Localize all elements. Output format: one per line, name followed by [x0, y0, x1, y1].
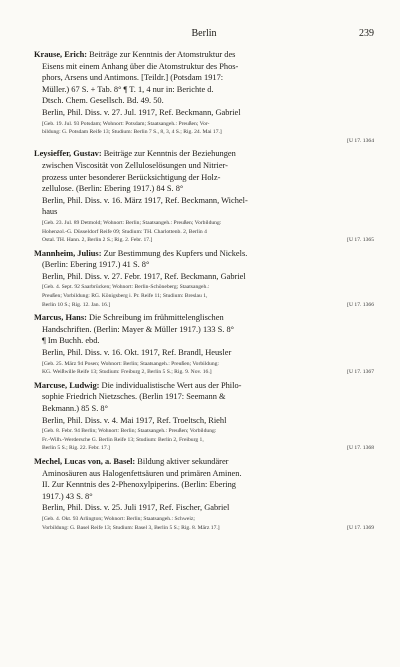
biographical-note: Berlin 10 S.; Rig. 12. Jan. 16.]: [42, 301, 111, 308]
biographical-note: [Geb. 4. Okt. 93 Arlington; Wohnort: Berlin; Staatsangeh.: Schweiz;: [42, 515, 195, 522]
entry-title-line: Dtsch. Chem. Gesellsch. Bd. 49. 50.: [42, 96, 164, 106]
dissertation-line: Berlin, Phil. Diss. v. 25. Juli 1917, Ref. Fischer, Gabriel: [42, 503, 230, 513]
catalog-number: [U 17. 1367: [347, 369, 374, 376]
catalog-number: [U 17. 1364: [347, 137, 374, 144]
biographical-note: Berlin 5 S.; Rig. 22. Febr. 17.]: [42, 445, 110, 452]
entry-author: Mechel, Lucas von, a. Basel:: [34, 456, 136, 466]
bibliography-entry: [34, 381, 374, 452]
entry-author: Marcus, Hans:: [34, 313, 87, 323]
entry-title-line: zwischen Viscosität von Zelluloselösungen und Nitrier-: [42, 160, 228, 170]
entry-title-line: Beiträge zur Kenntnis der Beziehungen: [103, 149, 236, 159]
biographical-note: [Geb. 25. März 94 Posen; Wohnort: Berlin; Staatsangeh.: Preußen; Vorbildung:: [42, 360, 219, 367]
bibliography-entry: [34, 313, 374, 376]
entry-title-line: Beiträge zur Kenntnis der Atomstruktur des: [89, 50, 236, 59]
entry-title-line: prozess unter besonderer Berücksichtigung der Holz-: [42, 172, 221, 182]
biographical-note: [Geb. 19. Jul. 93 Potsdam; Wohnort: Potsdam; Staatsangeh.: Preußen; Vor-: [42, 120, 210, 127]
dissertation-line: Berlin, Phil. Diss. v. 27. Febr. 1917, Ref. Beckmann, Gabriel: [42, 271, 246, 281]
entry-title-line: phors, Arsens und Antimons. [Teildr.] (Potsdam 1917:: [42, 73, 224, 83]
entry-title-line: Aminosäuren aus Halogenfettsäuren und primären Aminen.: [42, 468, 242, 478]
biographical-note: KG. Weißwille Reife 13; Studium: Freiburg 2, Berlin 5 S.; Rig. 9. Nov. 16.]: [42, 369, 212, 376]
book-page: [34, 28, 374, 536]
entry-title-line: Bekmann.) 85 S. 8°: [42, 404, 108, 413]
entry-author: Mannheim, Julius:: [34, 248, 102, 258]
entry-author: Marcuse, Ludwig:: [34, 380, 100, 390]
catalog-number: [U 17. 1365: [347, 237, 374, 244]
page-number: 239: [359, 28, 374, 39]
entry-author: Leysieffer, Gustav:: [34, 149, 102, 159]
dissertation-line: Berlin, Phil. Diss. v. 4. Mai 1917, Ref. Troeltsch, Riehl: [42, 415, 227, 425]
dissertation-line: Berlin, Phil. Diss. v. 16. Okt. 1917, Ref. Brandl, Heusler: [42, 348, 232, 358]
biographical-note: Preußen; Vorbildung: RG. Königsberg i. Pr. Reife 11; Studium: Breslau 1,: [42, 293, 208, 300]
biographical-note: Hohenzol.-G. Düsseldorf Reife 09; Studium: TH. Charlottenb. 2, Berlin 4: [42, 228, 207, 235]
entry-title-line: ¶ Im Buchh. ebd.: [42, 336, 100, 346]
entry-title-line: Bildung aktiver sekundärer: [137, 456, 229, 466]
entry-title-line: zellulose. (Berlin: Ebering 1917.) 84 S. 8°: [42, 184, 184, 194]
dissertation-line: Berlin, Phil. Diss. v. 16. März 1917, Ref. Beckmann, Wichel-: [42, 195, 248, 205]
biographical-note: [Geb. 4. Sept. 92 Saarbrücken; Wohnort: Berlin-Schöneberg; Staatsangeh.:: [42, 284, 210, 291]
dissertation-line: Berlin, Phil. Diss. v. 27. Jul. 1917, Ref. Beckmann, Gabriel: [42, 107, 241, 117]
catalog-number: [U 17. 1366: [347, 301, 374, 308]
entry-title-line: Handschriften. (Berlin: Mayer & Müller 1917.) 133 S. 8°: [42, 324, 234, 334]
bibliography-entry: [34, 149, 374, 243]
entry-title-line: Die Schreibung im frühmittelenglischen: [88, 313, 224, 323]
biographical-note: Fr.-Wilh.-Werdersche G. Berlin Reife 13; Studium: Berlin 2, Freiburg 1,: [42, 436, 204, 443]
bibliography-entry: [34, 457, 374, 531]
biographical-note: bildung: G. Potsdam Reife 13; Studium: Berlin 7 S., 8, 3, 4 S.; Rig. 24. Mai 17.]: [42, 129, 222, 136]
entry-title-line: Zur Bestimmung des Kupfers und Nickels.: [103, 248, 248, 258]
entry-title-line: Die individualistische Wert aus der Philo-: [101, 380, 242, 390]
entry-title-line: (Berlin: Ebering 1917.) 41 S. 8°: [42, 260, 150, 270]
running-header: [34, 28, 374, 44]
biographical-note: [Geb. 8. Febr. 94 Berlin; Wohnort: Berlin; Staatsangeh.: Preußen; Vorbildung:: [42, 428, 217, 435]
entry-title-line: Müller.) 67 S. + Tab. 8° ¶ T. 1, 4 nur in: Berichte d.: [42, 84, 214, 94]
entry-title-line: sophie Friedrich Nietzsches. (Berlin 1917: Seemann &: [42, 392, 226, 402]
biographical-note: [Geb. 23. Jul. 89 Detmold; Wohnort: Berlin; Staatsangeh.: Preußen; Vorbildung:: [42, 219, 222, 226]
catalog-number: [U 17. 1368: [347, 445, 374, 452]
catalog-number: [U 17. 1369: [347, 524, 374, 531]
entry-title-line: 1917.) 43 S. 8°: [42, 491, 93, 501]
entry-title-line: Eisens mit einem Anhang über die Atomstruktur des Phos-: [42, 61, 239, 71]
biographical-note: Vorbildung: G. Basel Reife 13; Studium: Basel 3, Berlin 5 S.; Rig. 8. März 17.]: [42, 524, 220, 531]
entry-title-line: II. Zur Kenntnis des 2-Phenoxylpiperins. (Berlin: Ebering: [42, 480, 236, 490]
bibliography-entry: [34, 249, 374, 309]
biographical-note: Ostal. TH. Hann. 2, Berlin 2 S.; Rig. 2. Febr. 17.]: [42, 237, 153, 244]
dissertation-line-cont: haus: [42, 207, 58, 217]
bibliography-entry: [34, 50, 374, 144]
entry-author: Krause, Erich:: [34, 50, 88, 59]
running-title: Berlin: [191, 28, 217, 39]
